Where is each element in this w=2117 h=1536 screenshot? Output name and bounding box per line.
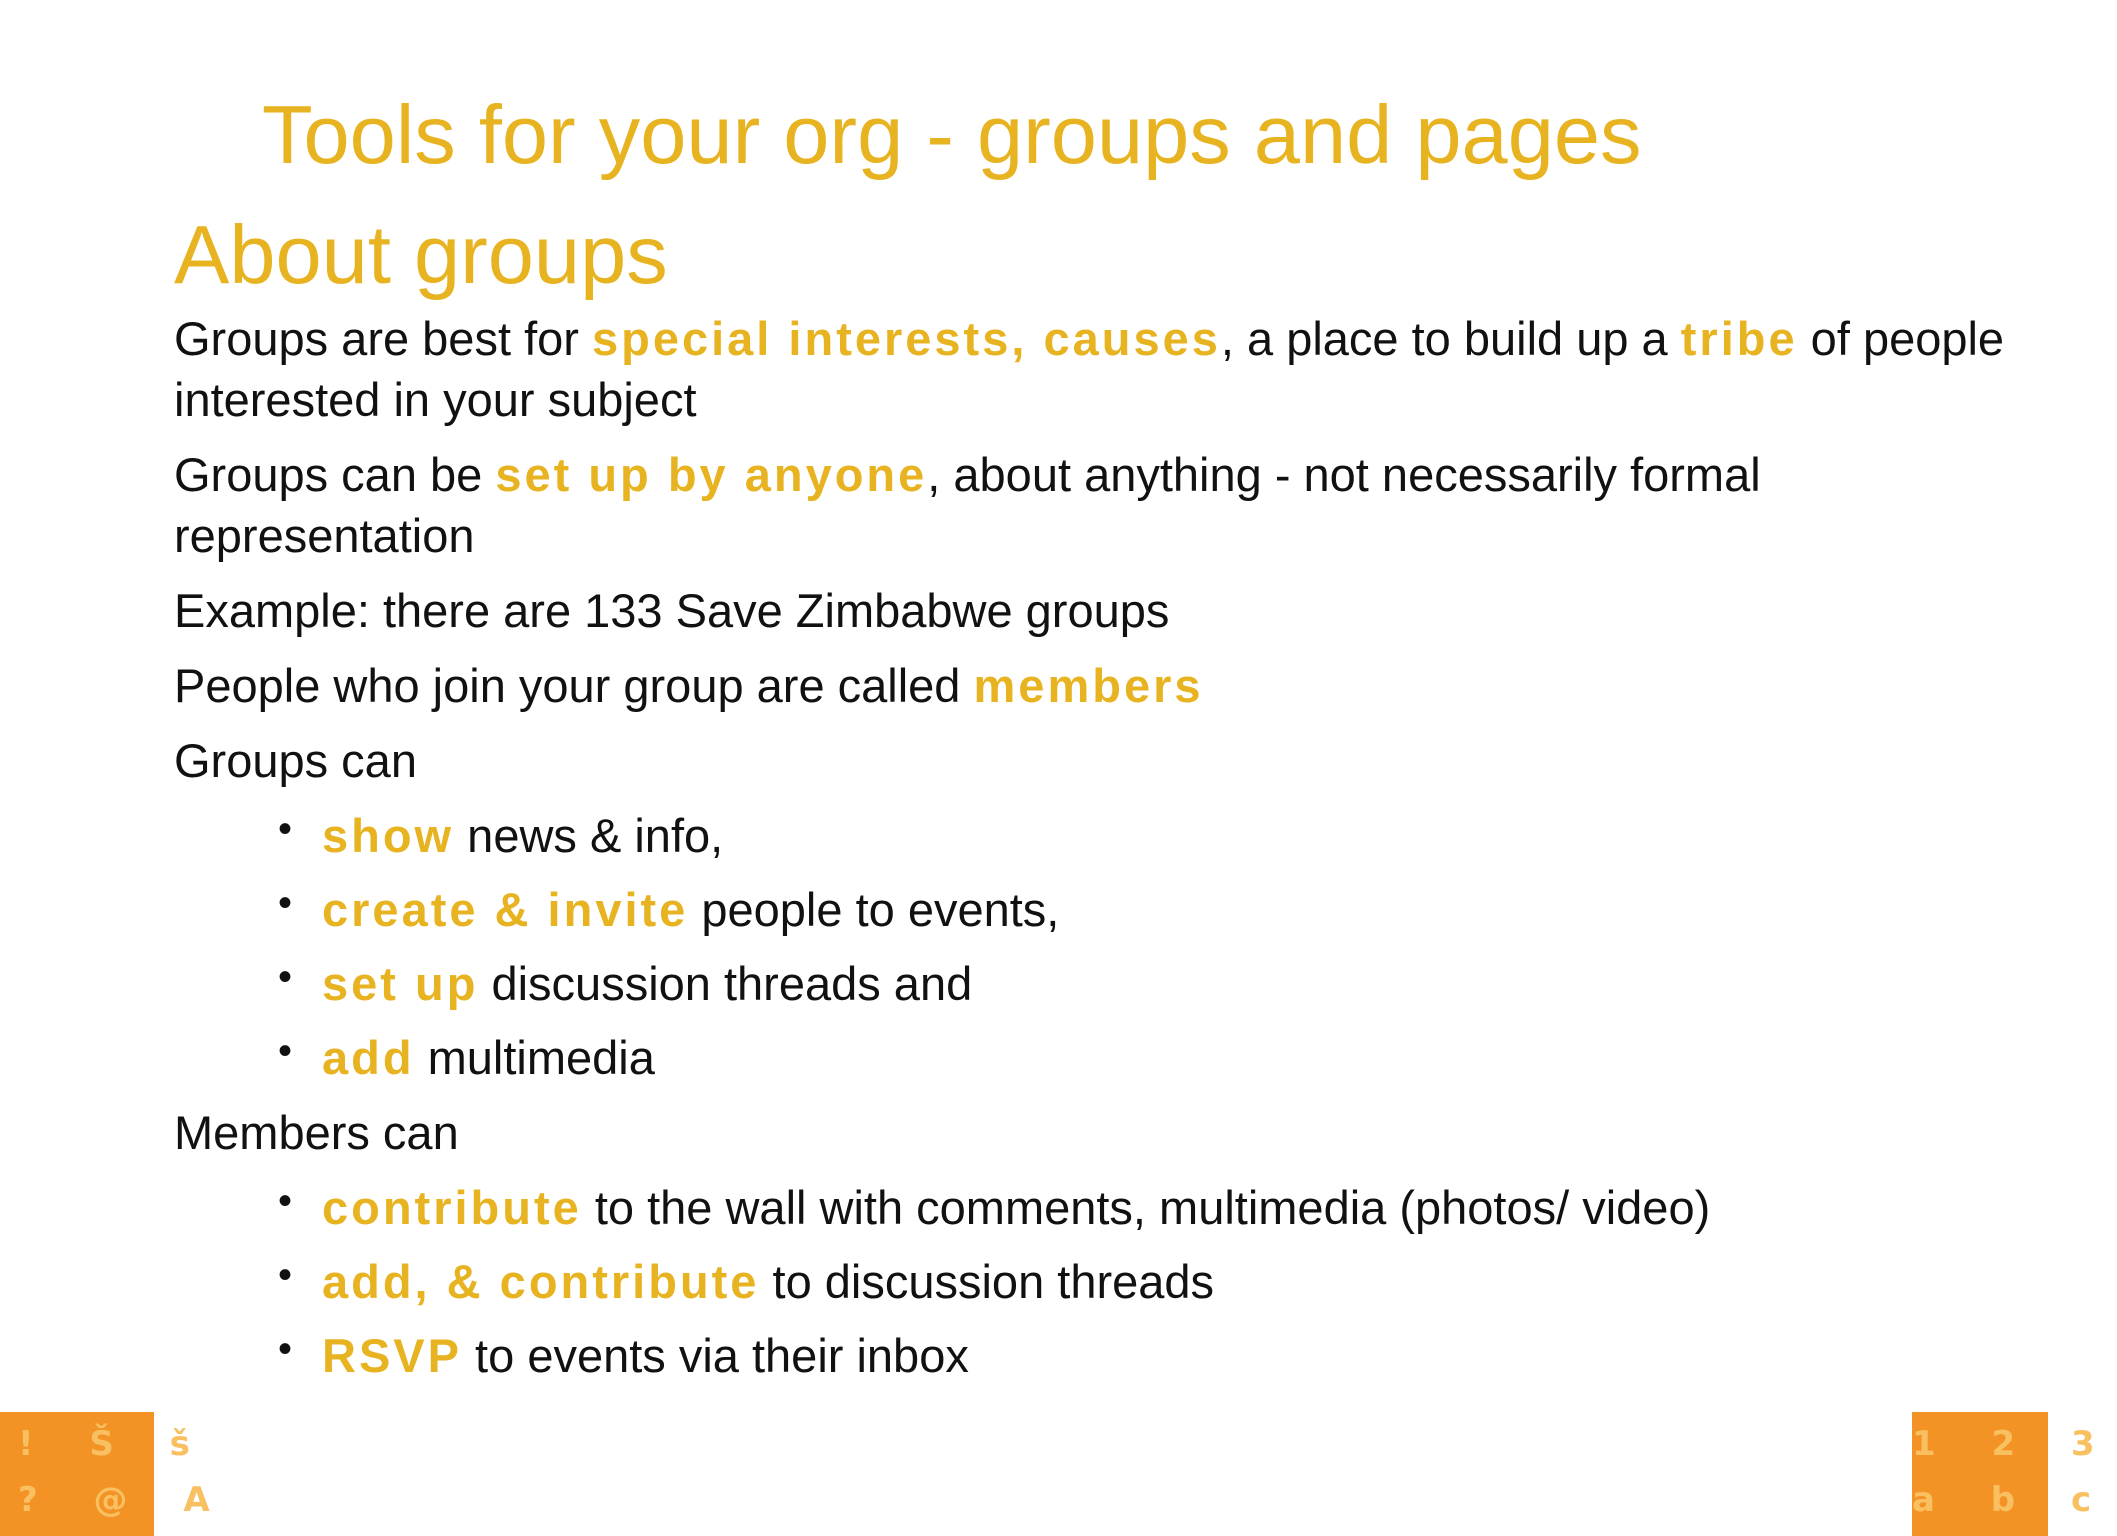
bullet-highlight: add, & contribute: [322, 1255, 760, 1308]
paragraph-text: Groups are best for: [174, 312, 592, 365]
bullet-item: [278, 1177, 2014, 1238]
groups-can-heading: Groups can: [174, 734, 417, 787]
corner-left-row1: ! Š š: [18, 1424, 212, 1464]
bullet-text: multimedia: [414, 1031, 655, 1084]
corner-decoration-right: [1912, 1412, 2117, 1536]
bullet-text: discussion threads and: [478, 957, 973, 1010]
slide-title: Tools for your org - groups and pages: [262, 88, 1642, 181]
bullet-text: news & info,: [454, 809, 724, 862]
paragraph-text: Groups can be: [174, 448, 496, 501]
bullet-text: to events via their inbox: [462, 1329, 969, 1382]
bullet-item: [278, 1251, 2014, 1312]
members-can-bullets: [174, 1177, 2014, 1386]
bullet-highlight: RSVP: [322, 1329, 462, 1382]
corner-right-row1: 1 2 3: [1912, 1424, 2117, 1464]
bullet-icon: •: [278, 807, 293, 851]
bullet-icon: •: [278, 1327, 293, 1371]
corner-right-row2: a b c: [1912, 1480, 2114, 1520]
corner-left-row2: ? @ A: [18, 1480, 232, 1520]
bullet-text: to discussion threads: [759, 1255, 1215, 1308]
members-can-heading: Members can: [174, 1106, 459, 1159]
body-paragraph: [174, 655, 2014, 716]
slide-body: [174, 308, 2014, 1400]
body-paragraph: [174, 444, 2014, 566]
bullet-highlight: add: [322, 1031, 415, 1084]
highlight-text: set up by anyone: [495, 448, 928, 501]
paragraph-text: , about anything - not necessarily formal representation: [174, 448, 1761, 562]
corner-decoration-left: [0, 1412, 232, 1536]
bullet-item: [278, 953, 2014, 1014]
body-paragraph: [174, 308, 2014, 430]
bullet-icon: •: [278, 1029, 293, 1073]
paragraph-text: of people interested in your subject: [174, 312, 2005, 426]
paragraph-text: , a place to build up a: [1220, 312, 1681, 365]
bullet-icon: •: [278, 1253, 293, 1297]
bullet-highlight: create & invite: [322, 883, 689, 936]
slide-subtitle: About groups: [174, 208, 668, 301]
bullet-highlight: set up: [322, 957, 479, 1010]
bullet-highlight: contribute: [322, 1181, 582, 1234]
paragraph-list: [174, 308, 2014, 716]
bullet-icon: •: [278, 881, 293, 925]
bullet-item: [278, 1027, 2014, 1088]
body-paragraph: [174, 580, 2014, 641]
bullet-item: [278, 805, 2014, 866]
highlight-text: members: [973, 659, 1204, 712]
groups-can-bullets: [174, 805, 2014, 1088]
highlight-text: tribe: [1680, 312, 1798, 365]
bullet-item: [278, 1325, 2014, 1386]
paragraph-text: Example: there are 133 Save Zimbabwe groups: [174, 584, 1170, 637]
bullet-text: people to events,: [688, 883, 1060, 936]
highlight-text: special interests, causes: [591, 312, 1221, 365]
bullet-item: [278, 879, 2014, 940]
bullet-icon: •: [278, 1179, 293, 1223]
bullet-icon: •: [278, 955, 293, 999]
bullet-highlight: show: [322, 809, 455, 862]
bullet-text: to the wall with comments, multimedia (photos/ video): [581, 1181, 1711, 1234]
paragraph-text: People who join your group are called: [174, 659, 974, 712]
